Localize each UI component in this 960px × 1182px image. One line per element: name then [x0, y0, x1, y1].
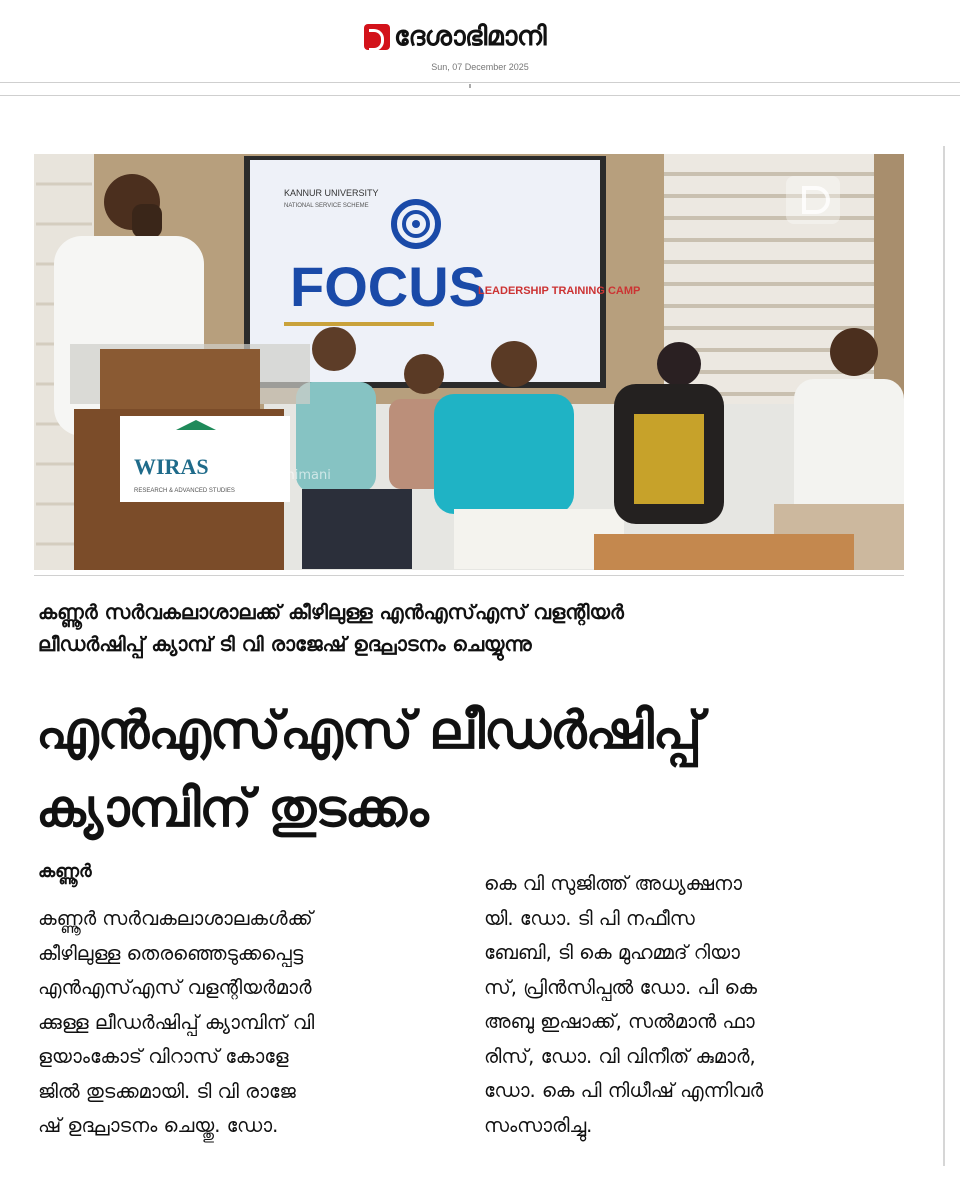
photo-rule — [34, 575, 904, 576]
brand-logo[interactable] — [364, 20, 546, 54]
photo-caption — [38, 596, 898, 660]
body-column-2 — [484, 867, 914, 1143]
body-line: കെ വി സുജിത്ത് അധ്യക്ഷനാ — [484, 872, 742, 895]
dateline: കണ്ണൂർ — [38, 861, 92, 882]
body-line: കണ്ണൂർ സർവകലാശാലകൾക്ക് — [38, 907, 313, 930]
caption-line: കണ്ണൂർ സർവകലാശാലക്ക് കീഴിലുള്ള എൻഎസ്എസ് വളന്റിയർ — [38, 600, 624, 624]
headline-line: എൻഎസ്എസ് ലീഡർഷിപ്പ് — [36, 701, 701, 761]
banner-title: FOCUS — [290, 255, 486, 318]
body-column-1 — [38, 902, 468, 1144]
edition-date: Sun, 07 December 2025 — [431, 62, 529, 72]
article-photo — [34, 154, 904, 570]
body-line: എൻഎസ്എസ് വളന്റിയർമാർ — [38, 976, 312, 999]
body-line: ക്കുള്ള ലീഡർഷിപ്പ് ക്യാമ്പിന് വി — [38, 1010, 315, 1034]
body-line: സംസാരിച്ചു. — [484, 1113, 593, 1137]
body-line: സ്, പ്രിൻസിപ്പൽ ഡോ. പി കെ — [484, 975, 757, 999]
banner-subtitle: LEADERSHIP TRAINING CAMP — [478, 285, 641, 297]
body-line: ബേബി, ടി കെ മുഹമ്മദ് റിയാ — [484, 941, 740, 964]
body-line: അബു ഇഷാക്ക്, സൽമാൻ ഫാ — [484, 1010, 755, 1033]
body-line: കീഴിലുള്ള തെരഞ്ഞെടുക്കപ്പെട്ട — [38, 941, 304, 965]
headline — [36, 692, 916, 848]
divider — [0, 82, 960, 83]
podium-logo: WIRAS — [134, 454, 209, 479]
event-photo-illustration — [34, 154, 904, 570]
podium-sub: RESEARCH & ADVANCED STUDIES — [134, 488, 235, 494]
banner-scheme: NATIONAL SERVICE SCHEME — [284, 203, 369, 209]
body-line: യി. ഡോ. ടി പി നഫീസ — [484, 906, 695, 930]
body-line: രിസ്, ഡോ. വി വിനീത് കുമാർ, — [484, 1044, 756, 1068]
masthead — [0, 0, 960, 96]
caption-line: ലീഡർഷിപ്പ് ക്യാമ്പ് ടി വി രാജേഷ് ഉദ്ഘാടനം ചെയ്യുന്നു — [38, 632, 532, 656]
body-line: ഷ് ഉദ്ഘാടനം ചെയ്തു. ഡോ. — [38, 1114, 279, 1137]
brand-name: ദേശാഭിമാനി — [394, 21, 547, 52]
body-line: ളയാംകോട് വിറാസ് കോളേ — [38, 1045, 289, 1068]
divider-mark — [469, 84, 471, 88]
divider — [0, 95, 960, 96]
headline-line: ക്യാമ്പിന് തുടക്കം — [36, 779, 428, 839]
column-rule — [943, 146, 945, 1166]
body-line: ഡോ. കെ പി നിധീഷ് എന്നിവർ — [484, 1079, 764, 1102]
photo-watermark: deshabhimani — [239, 468, 331, 483]
brand-d-icon — [364, 24, 390, 50]
banner-university: KANNUR UNIVERSITY — [284, 188, 379, 198]
body-line: ജിൽ തുടക്കമായി. ടി വി രാജേ — [38, 1079, 296, 1103]
